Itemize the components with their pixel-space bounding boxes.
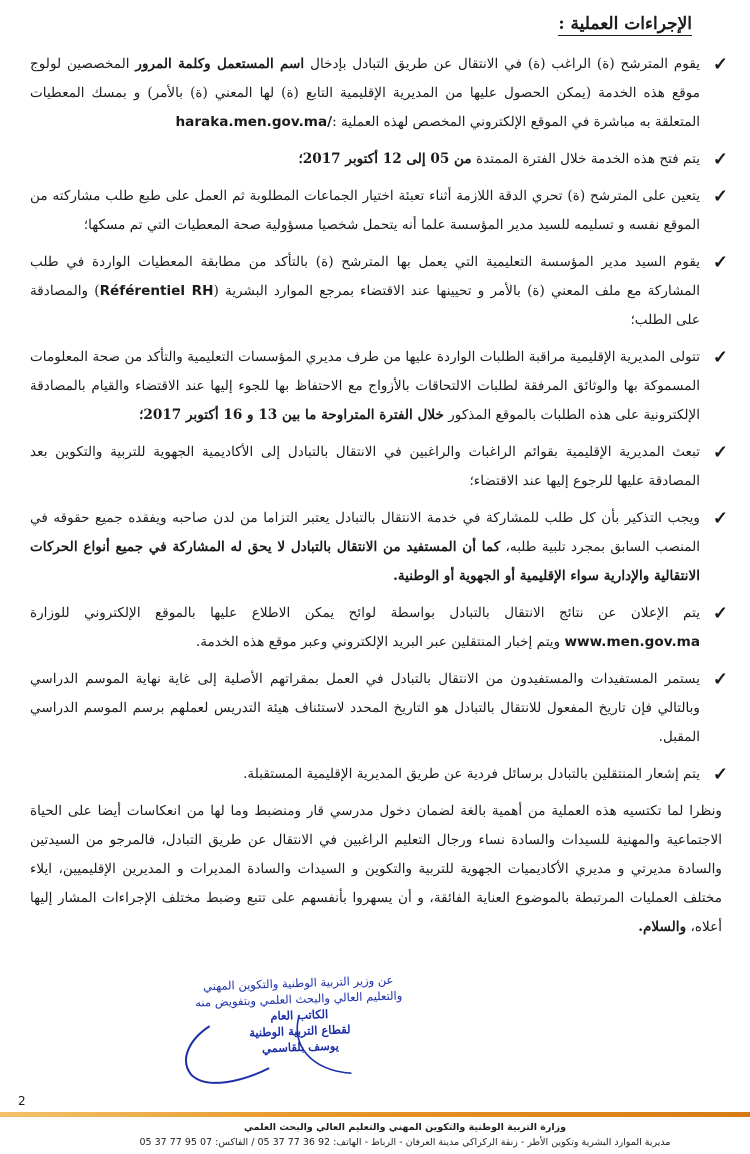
inline-latin-text: www.men.gov.ma — [564, 634, 700, 650]
checkmark-icon: ✓ — [712, 442, 728, 463]
procedure-item — [30, 665, 730, 752]
checkmark-icon: ✓ — [712, 149, 728, 170]
text-run: ونظرا لما تكتسيه هذه العملية من أهمية بالغة لضمان دخول مدرسي قار ومنضبط وما لها من انعكاسات أيضا على الحياة الاجتماعية والمهنية للسيدات والسادة نساء ورجال التعليم الراغبين في الانتقال عن طريق التبادل، فالمرجو من السيدتين والسادة مديرتي و مديري الأكاديميات الجهوية للتربية والتكوين و السيدات والسادة المديرات و المديرين الإقليميين، ايلاء مختلف العمليات المرتبطة بالموضوع العناية الفائقة، و أن يسهروا بأنفسهم على تتبع وضبط مختلف الإجراءات المشار إليها أعلاه، — [30, 803, 722, 935]
bold-text: كما أن المستفيد من الانتقال بالتبادل لا يحق له المشاركة في جميع أنواع الحركات الانتقالية والإدارية سواء الإقليمية أو الجهوية أو الوطنية. — [30, 539, 700, 584]
text-run: يقوم المترشح (ة) الراغب (ة) في الانتقال عن طريق التبادل بإدخال — [304, 56, 700, 72]
text-run: ويتم إخبار المنتقلين عبر البريد الإلكتروني وعبر موقع هذه الخدمة. — [195, 634, 565, 650]
text-run: يتم الإعلان عن نتائج الانتقال بالتبادل بواسطة لوائح يمكن الاطلاع عليها بالموقع الإلكتروني للوزارة — [30, 605, 700, 621]
text-run: تتولى المديرية الإقليمية مراقبة الطلبات الواردة عليها من طرف مديري المؤسسات التعليمية والتأكد من صحة المعلومات المسموكة بها والوثائق المرفقة لطلبات الالتحاقات بالأزواج مع الاحتفاظ بها للجوء إليها عند الاقتضاء والقيام بالمصادقة الإلكترونية على هذه الطلبات بالموقع المذكور — [30, 349, 700, 423]
checkmark-icon: ✓ — [712, 764, 728, 785]
procedure-item-text — [30, 254, 700, 328]
procedure-item — [30, 182, 730, 240]
bold-text: خلال الفترة المتراوحة ما بين 13 و 16 أكتوبر 2017؛ — [139, 407, 444, 423]
text-run: ) والمصادقة على الطلب؛ — [30, 283, 700, 328]
procedure-item-text — [298, 151, 700, 167]
inline-latin-text: Référentiel RH — [99, 283, 214, 299]
checkmark-icon: ✓ — [712, 252, 728, 273]
text-run: يستمر المستفيدات والمستفيدون من الانتقال بالتبادل في العمل بمقراتهم الأصلية إلى غاية نهاية الموسم الدراسي وبالتالي فإن تاريخ المفعول للانتقال بالتبادل هو التاريخ المحدد لاستئناف هيئة التدريس لعملهم برسم الموسم الدراسي المقبل. — [30, 671, 700, 745]
procedure-item-text — [243, 766, 700, 782]
text-run: يتم فتح هذه الخدمة خلال الفترة الممتدة — [471, 151, 700, 167]
document-body — [30, 50, 730, 942]
procedure-item-text — [30, 188, 700, 233]
signature-scribble-icon — [148, 970, 452, 1100]
procedure-item-text — [30, 671, 700, 745]
text-run: يقوم السيد مدير المؤسسة التعليمية التي يعمل بها المترشح (ة) بالتأكد من مطابقة المعطيات الواردة في طلب المشاركة مع ملف المعني (ة) بالأمر و تحيينها عند الاقتضاء بمرجع الموارد البشرية ( — [30, 254, 700, 299]
text-run: المخصصين لولوج موقع هذه الخدمة (يمكن الحصول عليها من المديرية الإقليمية التابع (ة) لها المعني (ة) بالأمر) و بمسك المعطيات المتعلقة به مباشرة في الموقع الإلكتروني المخصص لهذه العملية : — [30, 56, 700, 130]
page-number: 2 — [18, 1094, 26, 1108]
procedure-item — [30, 343, 730, 430]
text-run: يتعين على المترشح (ة) تحري الدقة اللازمة أثناء تعبئة اختيار الجماعات المطلوبة ثم العمل على طبع طلب مشاركته من الموقع نفسه و تسليمه للسيد مدير المؤسسة علما أنه يتحمل شخصيا مسؤولية صحة المعطيات التي تم مسكها؛ — [30, 188, 700, 233]
text-run: ويجب التذكير بأن كل طلب للمشاركة في خدمة الانتقال بالتبادل يعتبر التزاما من لدن صاحبه ويفقده جميع حقوقه في المنصب السابق بمجرد تلبية طلبه، — [30, 510, 700, 555]
procedure-item-text — [30, 605, 700, 650]
checkmark-icon: ✓ — [712, 603, 728, 624]
footer-accent-bar — [0, 1112, 750, 1117]
procedure-item — [30, 504, 730, 591]
checkmark-icon: ✓ — [712, 54, 728, 75]
bold-text: والسلام. — [638, 919, 687, 935]
text-run: يتم إشعار المنتقلين بالتبادل برسائل فردية عن طريق المديرية الإقليمية المستقبلة. — [243, 766, 700, 782]
procedure-item — [30, 438, 730, 496]
signature-line: لقطاع التربية الوطنية — [248, 1022, 351, 1040]
footer-address-line: مديرية الموارد البشرية وتكوين الأطر - زنقة الركراكي مدينة العرفان - الرباط - الهاتف: 92 36 77 37 05 / الفاكس: 07 95 77 37 05 — [139, 1137, 671, 1148]
checkmark-icon: ✓ — [712, 669, 728, 690]
closing-paragraph — [30, 797, 730, 942]
checkmark-icon: ✓ — [712, 508, 728, 529]
footer-ministry-line: وزارة التربية الوطنية والتكوين المهني والتعليم العالي والبحث العلمي — [243, 1122, 567, 1133]
procedure-item — [30, 248, 730, 335]
procedure-item-text — [30, 444, 700, 489]
text-run: تبعث المديرية الإقليمية بقوائم الراغبات والراغبين في الانتقال بالتبادل إلى الأكاديمية الجهوية للتربية والتكوين بعد المصادقة عليها للرجوع إليها عند الاقتضاء؛ — [30, 444, 700, 489]
inline-latin-text: haraka.men.gov.ma/ — [175, 114, 333, 130]
bold-text: اسم المستعمل وكلمة المرور — [135, 56, 305, 72]
checkmark-icon: ✓ — [712, 186, 728, 207]
signature-line: يوسف بلقاسمي — [261, 1038, 340, 1056]
procedure-item — [30, 50, 730, 137]
signature-line: الكاتب العام — [270, 1007, 329, 1024]
procedure-item-text — [30, 56, 700, 130]
procedure-item — [30, 760, 730, 789]
procedure-item — [30, 599, 730, 657]
bold-text: من 05 إلى 12 أكتوبر 2017؛ — [298, 151, 472, 167]
checkmark-icon: ✓ — [712, 347, 728, 368]
signature-line: عن وزير التربية الوطنية والتكوين المهني — [202, 972, 394, 994]
section-heading: الإجراءات العملية : — [558, 14, 692, 34]
procedure-item-text — [30, 349, 700, 423]
procedure-item-text — [30, 510, 700, 584]
signature-line: والتعليم العالي والبحث العلمي وبتفويض منه — [194, 988, 403, 1010]
procedure-item — [30, 145, 730, 174]
signature-stamp — [148, 970, 452, 1100]
footer — [100, 1120, 710, 1150]
